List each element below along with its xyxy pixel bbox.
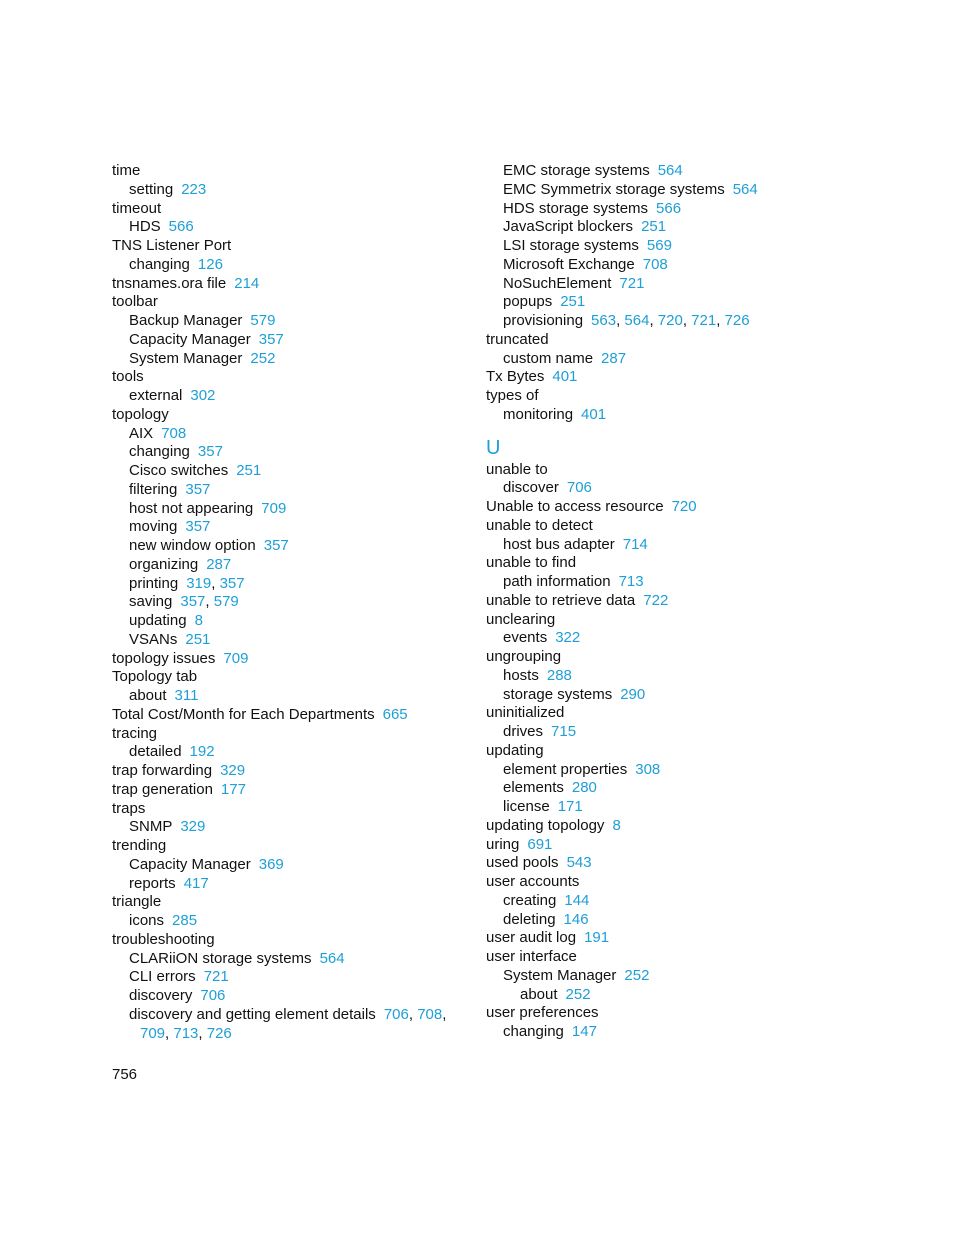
index-term: setting: [129, 180, 174, 198]
index-entry-unable-to-retrieve-data: [486, 592, 866, 611]
page-reference-link[interactable]: 708: [642, 255, 668, 273]
index-term: updating: [129, 612, 187, 629]
index-term: timeout: [112, 199, 162, 217]
index-entry-changing: [112, 443, 472, 462]
index-entry-microsoft-exchange: [486, 256, 866, 275]
page-reference-link[interactable]: 720: [671, 498, 697, 515]
index-entry-snmp: [112, 818, 472, 837]
index-entry-reports: [112, 875, 472, 894]
index-term: unable to retrieve data: [486, 591, 636, 609]
page-reference-link[interactable]: 726: [206, 1024, 232, 1042]
index-entry-vsans: [112, 631, 472, 650]
index-entry-capacity-manager: [112, 331, 472, 350]
page-reference-link[interactable]: 579: [250, 312, 276, 329]
page-reference-link[interactable]: 308: [635, 760, 661, 778]
index-entry-saving: saving 357, 579: [129, 593, 239, 611]
page-reference-link[interactable]: 543: [566, 854, 592, 872]
index-entry-backup-manager: [112, 312, 472, 331]
index-entry-updating: [112, 612, 472, 631]
page-reference-link[interactable]: 319: [186, 574, 212, 592]
index-term: unclearing: [486, 610, 556, 628]
index-term: HDS: [129, 218, 161, 236]
page-reference-link[interactable]: 665: [382, 705, 408, 723]
index-entry-clariion-storage-systems: [112, 950, 472, 969]
index-entry-storage-systems: [486, 686, 866, 705]
index-entry-element-properties: [486, 761, 866, 780]
index-entry-updating: [486, 742, 866, 761]
page-reference-link[interactable]: 357: [263, 537, 289, 554]
index-term: trending: [112, 837, 167, 854]
page-number: 756: [112, 1066, 138, 1083]
index-entry-organizing: [112, 556, 472, 575]
index-entry-events: [486, 629, 866, 648]
index-entry-timeout: [112, 200, 472, 219]
page-reference-link[interactable]: 252: [565, 985, 591, 1003]
index-entry-elements: [486, 779, 866, 798]
index-entry-discovery: [112, 987, 472, 1006]
index-term: Capacity Manager: [129, 330, 251, 348]
index-entry-continuation: 709, 713, 726: [140, 1024, 232, 1042]
index-entry-trending: [112, 837, 472, 856]
page-reference-link[interactable]: 8: [194, 612, 203, 629]
index-term: discovery: [129, 987, 193, 1004]
page-reference-link[interactable]: 147: [571, 1023, 597, 1040]
index-term: EMC Symmetrix storage systems: [503, 180, 725, 198]
index-entry-hds: [112, 218, 472, 237]
index-term: organizing: [129, 555, 199, 573]
page-reference-link[interactable]: 726: [724, 312, 750, 329]
index-entry-uring: [486, 836, 866, 855]
page-reference-link[interactable]: 564: [624, 312, 650, 329]
index-term: CLARiiON storage systems: [129, 949, 312, 967]
page-reference-link[interactable]: 285: [172, 912, 198, 929]
index-term: drives: [503, 723, 544, 740]
index-entry-topology-tab: [112, 668, 472, 687]
index-entry-lsi-storage-systems: [486, 237, 866, 256]
page-reference-link[interactable]: 713: [173, 1024, 199, 1042]
index-term: external: [129, 387, 183, 404]
index-entry-system-manager: [486, 967, 866, 986]
page-reference-link[interactable]: 357: [258, 330, 284, 348]
index-entry-ungrouping: [486, 648, 866, 667]
index-term: time: [112, 162, 141, 179]
index-term: user audit log: [486, 929, 577, 947]
index-term: topology: [112, 405, 169, 423]
index-term: updating topology: [486, 816, 605, 834]
index-term: element properties: [503, 760, 628, 778]
index-entry-custom-name: [486, 350, 866, 369]
index-entry-provisioning: provisioning 563, 564, 720, 721, 726: [503, 312, 750, 329]
index-term: System Manager: [129, 349, 243, 367]
page-reference-link[interactable]: 280: [571, 779, 597, 797]
index-entry-creating: [486, 892, 866, 911]
index-term: ungrouping: [486, 648, 562, 665]
index-term: host bus adapter: [503, 535, 615, 553]
page-reference-link[interactable]: 192: [189, 743, 215, 761]
index-entry-changing: [486, 1023, 866, 1042]
index-entry-deleting: [486, 911, 866, 930]
page-reference-link[interactable]: 251: [185, 630, 211, 648]
page-reference-link[interactable]: 709: [223, 649, 249, 667]
index-entry-path-information: [486, 573, 866, 592]
index-term: trap generation: [112, 780, 213, 798]
index-entry-trap-generation: [112, 781, 472, 800]
index-term: about: [520, 985, 558, 1003]
page-reference-link[interactable]: 288: [546, 666, 572, 684]
index-term: Total Cost/Month for Each Departments: [112, 705, 375, 723]
page-reference-link[interactable]: 566: [168, 218, 194, 236]
page-reference-link[interactable]: 290: [620, 685, 646, 703]
index-term: AIX: [129, 424, 154, 442]
index-term: traps: [112, 799, 146, 817]
index-term: tools: [112, 368, 144, 386]
page-reference-link[interactable]: 171: [557, 798, 583, 815]
index-term: tracing: [112, 724, 158, 742]
index-entry-emc-storage-systems: [486, 162, 866, 181]
index-term: custom name: [503, 349, 594, 367]
index-entry-emc-symmetrix-storage-systems: [486, 181, 866, 200]
page-reference-link[interactable]: 223: [181, 180, 207, 198]
index-term: events: [503, 629, 548, 647]
index-entry-user-audit-log: [486, 929, 866, 948]
index-term: tnsnames.ora file: [112, 274, 227, 292]
index-term: moving: [129, 518, 178, 536]
index-term: user accounts: [486, 873, 580, 890]
page-reference-link[interactable]: 417: [183, 874, 209, 892]
index-entry-popups: [486, 293, 866, 312]
index-term: printing: [129, 574, 179, 592]
page-reference-link[interactable]: 177: [220, 780, 246, 798]
page-reference-link[interactable]: 251: [236, 462, 262, 479]
index-entry-capacity-manager: [112, 856, 472, 875]
index-term: uring: [486, 835, 520, 853]
index-entry-drives: [486, 723, 866, 742]
index-term: HDS storage systems: [503, 199, 649, 217]
page-reference-link[interactable]: 401: [552, 368, 578, 386]
index-term: path information: [503, 573, 611, 590]
index-entry-user-interface: [486, 948, 866, 967]
page-reference-link[interactable]: 708: [417, 1005, 443, 1023]
index-entry-hosts: [486, 667, 866, 686]
page-reference-link[interactable]: 126: [197, 255, 223, 273]
index-entry-tns-listener-port: [112, 237, 472, 256]
index-term: NoSuchElement: [503, 274, 612, 292]
index-entry-topology: [112, 406, 472, 425]
page-reference-link[interactable]: 563: [591, 312, 617, 329]
page-reference-link[interactable]: 214: [234, 274, 260, 292]
index-term: changing: [129, 255, 190, 273]
index-term: Microsoft Exchange: [503, 255, 635, 273]
index-term: toolbar: [112, 293, 158, 311]
index-entry-trap-forwarding: [112, 762, 472, 781]
index-term: System Manager: [503, 966, 617, 984]
index-term: license: [503, 798, 550, 815]
index-term: Topology tab: [112, 668, 198, 686]
index-entry-traps: [112, 800, 472, 819]
page-reference-link[interactable]: 191: [584, 929, 610, 947]
index-entry-printing: printing 319, 357: [129, 574, 245, 592]
page-reference-link[interactable]: 146: [563, 910, 589, 928]
index-term: changing: [503, 1023, 564, 1040]
index-term: Cisco switches: [129, 462, 229, 479]
page-reference-link[interactable]: 251: [641, 218, 667, 236]
index-term: popups: [503, 293, 553, 311]
page-reference-link[interactable]: 715: [551, 723, 577, 740]
index-term: detailed: [129, 743, 182, 761]
page-reference-link[interactable]: 369: [258, 855, 284, 873]
index-column-right: [486, 162, 866, 1042]
page-reference-link[interactable]: 8: [612, 816, 621, 834]
page-reference-link[interactable]: 401: [581, 405, 607, 423]
index-entry-about: [486, 986, 866, 1005]
index-entry-monitoring: [486, 406, 866, 425]
index-entry-setting: [112, 181, 472, 200]
index-entry-license: [486, 798, 866, 817]
page-reference-link[interactable]: 144: [564, 891, 590, 909]
index-entry-icons: [112, 912, 472, 931]
page-reference-link[interactable]: 706: [383, 1005, 409, 1023]
index-term: unable to find: [486, 554, 577, 572]
index-term: Tx Bytes: [486, 368, 545, 386]
index-entry-discovery-and-getting-element-details: discovery and getting element details 706, 708,: [129, 1005, 447, 1023]
index-term: reports: [129, 874, 176, 892]
index-term: Unable to access resource: [486, 498, 664, 515]
index-term: creating: [503, 891, 557, 909]
index-term: used pools: [486, 854, 559, 872]
index-entry-unable-to-find: [486, 554, 866, 573]
index-term: types of: [486, 387, 539, 404]
page-reference-link[interactable]: 329: [220, 762, 246, 779]
index-entry-moving: [112, 518, 472, 537]
page-reference-link[interactable]: 720: [657, 312, 683, 329]
index-term: deleting: [503, 910, 556, 928]
index-entry-host-not-appearing: [112, 500, 472, 519]
page-reference-link[interactable]: 706: [200, 987, 226, 1004]
page-reference-link[interactable]: 579: [213, 593, 239, 611]
index-term: icons: [129, 912, 165, 929]
index-entry-updating-topology: [486, 817, 866, 836]
index-entry-system-manager: [112, 350, 472, 369]
index-term: filtering: [129, 480, 178, 498]
index-term: storage systems: [503, 685, 613, 703]
index-entry-tools: [112, 368, 472, 387]
page-reference-link[interactable]: 564: [732, 180, 758, 198]
page-reference-link[interactable]: 357: [185, 518, 211, 536]
index-term: Capacity Manager: [129, 855, 251, 873]
index-entry-unable-to: [486, 461, 866, 480]
index-term: about: [129, 687, 167, 704]
page-reference-link[interactable]: 569: [646, 237, 672, 254]
index-entry-aix: [112, 425, 472, 444]
page-reference-link[interactable]: 252: [250, 349, 276, 367]
index-term: SNMP: [129, 818, 173, 836]
page-reference-link[interactable]: 721: [619, 274, 645, 292]
page-reference-link[interactable]: 722: [643, 591, 669, 609]
page-reference-link[interactable]: 357: [180, 593, 206, 611]
index-term: provisioning: [503, 312, 584, 329]
index-entry-hds-storage-systems: [486, 200, 866, 219]
index-term: JavaScript blockers: [503, 218, 634, 236]
index-entry-unable-to-access-resource: [486, 498, 866, 517]
page-reference-link[interactable]: 721: [203, 968, 229, 986]
page-reference-link[interactable]: 311: [174, 687, 199, 704]
index-term: unable to: [486, 460, 548, 478]
index-term: topology issues: [112, 649, 216, 667]
index-term: host not appearing: [129, 499, 254, 517]
section-letter-heading: U: [486, 436, 501, 459]
index-term: CLI errors: [129, 968, 196, 986]
index-entry-uninitialized: [486, 704, 866, 723]
page-reference-link[interactable]: 302: [190, 387, 216, 404]
index-term: saving: [129, 593, 173, 611]
index-column-left: [112, 162, 472, 1043]
index-term: TNS Listener Port: [112, 237, 232, 254]
index-term: user preferences: [486, 1004, 599, 1022]
index-entry-unable-to-detect: [486, 517, 866, 536]
index-entry-discover: [486, 479, 866, 498]
index-term: discovery and getting element details: [129, 1005, 376, 1023]
page-reference-link[interactable]: 706: [566, 479, 592, 497]
index-entry-detailed: [112, 743, 472, 762]
index-term: user interface: [486, 948, 577, 965]
page-reference-link[interactable]: 709: [140, 1024, 166, 1042]
index-entry-unclearing: [486, 611, 866, 630]
page-reference-link[interactable]: 713: [618, 573, 644, 590]
index-term: VSANs: [129, 630, 178, 648]
index-term: LSI storage systems: [503, 237, 639, 254]
index-entry-toolbar: [112, 293, 472, 312]
page-reference-link[interactable]: 329: [180, 818, 206, 836]
index-term: hosts: [503, 666, 539, 684]
index-term: troubleshooting: [112, 930, 215, 948]
index-entry-tracing: [112, 725, 472, 744]
index-term: discover: [503, 479, 559, 497]
index-entry-troubleshooting: [112, 931, 472, 950]
index-entry-nosuchelement: [486, 275, 866, 294]
index-entry-total-cost-month-for-each-departments: [112, 706, 472, 725]
index-entry-types-of: [486, 387, 866, 406]
index-term: triangle: [112, 893, 162, 911]
index-term: Backup Manager: [129, 312, 243, 329]
index-entry-new-window-option: [112, 537, 472, 556]
index-term: elements: [503, 779, 564, 797]
index-term: new window option: [129, 537, 256, 554]
page-reference-link[interactable]: 566: [656, 199, 682, 217]
index-term: uninitialized: [486, 704, 565, 722]
index-term: trap forwarding: [112, 762, 213, 779]
page-reference-link[interactable]: 251: [560, 293, 586, 311]
page-reference-link[interactable]: 357: [219, 574, 245, 592]
page-reference-link[interactable]: 357: [185, 480, 211, 498]
index-entry-about: [112, 687, 472, 706]
index-entry-changing: [112, 256, 472, 275]
page-reference-link[interactable]: 721: [691, 312, 717, 329]
index-entry-used-pools: [486, 854, 866, 873]
page-reference-link[interactable]: 287: [206, 555, 232, 573]
page-reference-link[interactable]: 564: [657, 162, 683, 179]
index-term: updating: [486, 741, 544, 759]
index-entry-topology-issues: [112, 650, 472, 669]
index-term: truncated: [486, 330, 549, 348]
page-reference-link[interactable]: 714: [622, 535, 648, 553]
page-reference-link[interactable]: 708: [161, 424, 187, 442]
index-entry-external: [112, 387, 472, 406]
index-entry-user-preferences: [486, 1004, 866, 1023]
page-reference-link[interactable]: 564: [319, 949, 345, 967]
page-reference-link[interactable]: 252: [624, 966, 650, 984]
index-entry-triangle: [112, 893, 472, 912]
index-entry-javascript-blockers: [486, 218, 866, 237]
index-term: monitoring: [503, 405, 574, 423]
page-reference-link[interactable]: 709: [261, 499, 287, 517]
page-reference-link[interactable]: 287: [601, 349, 627, 367]
index-entry-cli-errors: [112, 968, 472, 987]
page-reference-link[interactable]: 357: [197, 443, 223, 461]
index-entry-cisco-switches: [112, 462, 472, 481]
index-entry-tx-bytes: [486, 368, 866, 387]
index-term: unable to detect: [486, 516, 593, 534]
index-term: changing: [129, 443, 190, 461]
page-reference-link[interactable]: 322: [555, 629, 581, 647]
index-entry-filtering: [112, 481, 472, 500]
index-entry-time: [112, 162, 472, 181]
index-entry-user-accounts: [486, 873, 866, 892]
index-entry-truncated: [486, 331, 866, 350]
index-entry-host-bus-adapter: [486, 536, 866, 555]
index-term: EMC storage systems: [503, 162, 650, 179]
index-entry-tnsnames-ora-file: [112, 275, 472, 294]
page-reference-link[interactable]: 691: [527, 835, 553, 853]
